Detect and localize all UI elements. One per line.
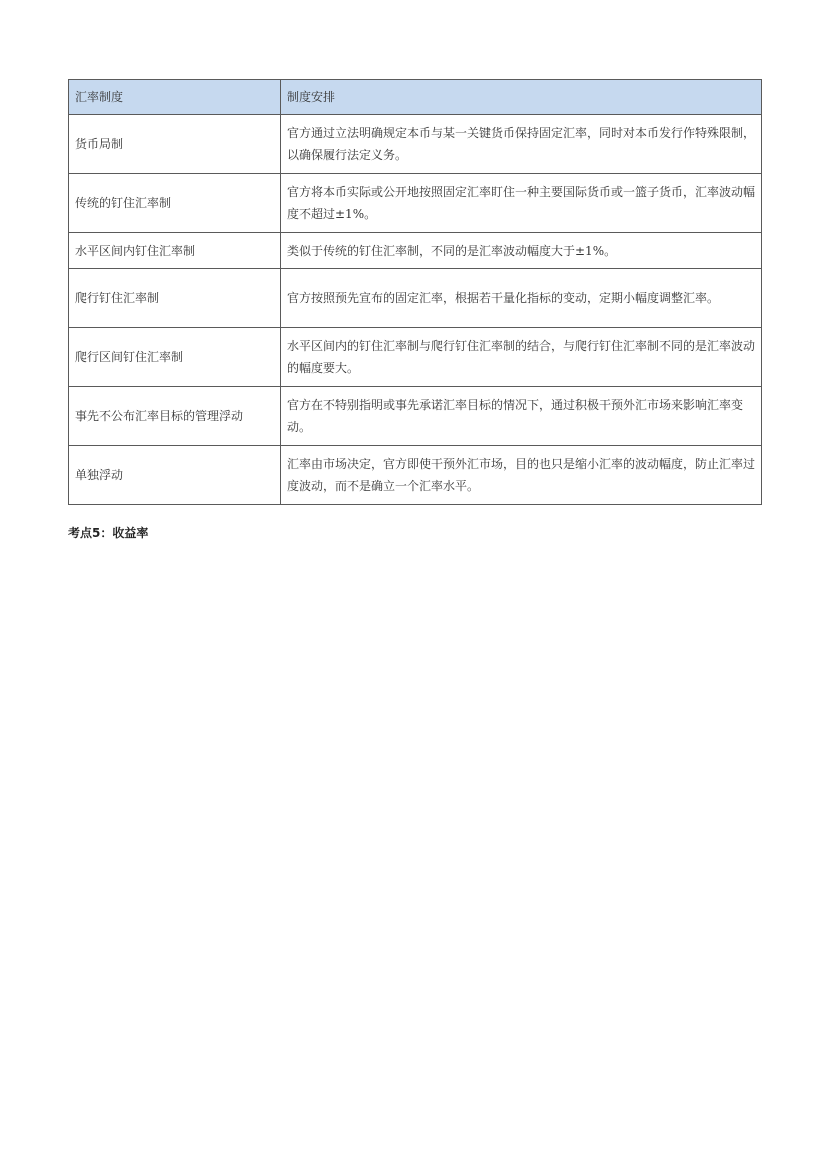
regime-name: 单独浮动 [69,446,281,505]
regime-description: 官方将本币实际或公开地按照固定汇率盯住一种主要国际货币或一篮子货币，汇率波动幅度不超过±1%。 [281,174,762,233]
regime-description: 类似于传统的钉住汇率制，不同的是汇率波动幅度大于±1%。 [281,233,762,269]
regime-name: 事先不公布汇率目标的管理浮动 [69,387,281,446]
regime-name: 水平区间内钉住汇率制 [69,233,281,269]
exchange-rate-regime-table [68,79,762,505]
header-regime: 汇率制度 [69,80,281,115]
regime-name: 爬行区间钉住汇率制 [69,328,281,387]
regime-description: 水平区间内的钉住汇率制与爬行钉住汇率制的结合，与爬行钉住汇率制不同的是汇率波动的幅度要大。 [281,328,762,387]
header-arrangement: 制度安排 [281,80,762,115]
regime-description: 汇率由市场决定，官方即使干预外汇市场，目的也只是缩小汇率的波动幅度，防止汇率过度波动，而不是确立一个汇率水平。 [281,446,762,505]
regime-description: 官方在不特别指明或事先承诺汇率目标的情况下，通过积极干预外汇市场来影响汇率变动。 [281,387,762,446]
table-row [69,269,762,328]
regime-name: 爬行钉住汇率制 [69,269,281,328]
section-heading: 考点5：收益率 [68,526,149,540]
regime-description: 官方按照预先宣布的固定汇率，根据若干量化指标的变动，定期小幅度调整汇率。 [281,269,762,328]
table-row [69,233,762,269]
regime-name: 货币局制 [69,115,281,174]
table-row [69,328,762,387]
table-row [69,387,762,446]
table-row [69,115,762,174]
table-row [69,174,762,233]
table-header-row [69,80,762,115]
table-row [69,446,762,505]
regime-description: 官方通过立法明确规定本币与某一关键货币保持固定汇率，同时对本币发行作特殊限制，以确保履行法定义务。 [281,115,762,174]
regime-name: 传统的钉住汇率制 [69,174,281,233]
